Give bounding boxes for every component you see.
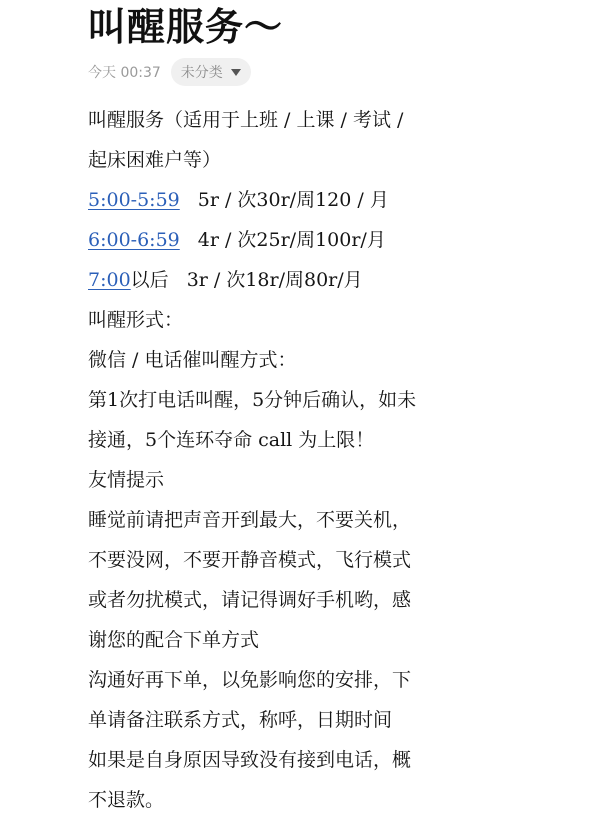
text-line: 起床困难户等）	[88, 149, 222, 171]
time-link[interactable]: 7:00	[88, 269, 131, 291]
time-link[interactable]: 5:00-5:59	[88, 189, 180, 211]
text-line: 或者勿扰模式，请记得调好手机哟，感	[88, 589, 412, 611]
price-row	[88, 260, 568, 300]
category-dropdown[interactable]	[171, 58, 251, 86]
text-line: 谢您的配合下单方式	[88, 629, 260, 651]
section-heading: 友情提示	[88, 469, 165, 491]
text-line: 不退款。	[88, 789, 165, 811]
note-body[interactable]	[88, 100, 568, 820]
note-meta	[88, 58, 251, 86]
text-line: 叫醒服务（适用于上班 / 上课 / 考试 /	[88, 109, 404, 131]
time-suffix: 以后	[130, 269, 169, 291]
text-line: 睡觉前请把声音开到最大，不要关机，	[88, 509, 412, 531]
category-label: 未分类	[180, 65, 223, 81]
text-line: 微信 / 电话催叫醒方式：	[88, 349, 297, 371]
text-line: 如果是自身原因导致没有接到电话，概	[88, 749, 412, 771]
time-link[interactable]: 6:00-6:59	[88, 229, 180, 251]
note-timestamp: 今天 00:37	[88, 65, 161, 81]
text-line: 接通，5个连环夺命 call 为上限！	[88, 429, 375, 451]
text-line: 第1次打电话叫醒，5分钟后确认，如未	[88, 389, 417, 411]
triangle-down-icon	[231, 69, 241, 76]
price-row	[88, 180, 568, 220]
text-line: 不要没网，不要开静音模式，飞行模式	[88, 549, 412, 571]
price-text: 4r / 次25r/周100r/月	[197, 229, 386, 251]
text-line: 单请备注联系方式，称呼，日期时间	[88, 709, 393, 731]
text-line: 沟通好再下单，以免影响您的安排，下	[88, 669, 412, 691]
section-heading: 叫醒形式：	[88, 309, 184, 331]
price-text: 3r / 次18r/周80r/月	[186, 269, 363, 291]
note-title: 叫醒服务～	[88, 5, 284, 49]
price-row	[88, 220, 568, 260]
price-text: 5r / 次30r/周120 / 月	[197, 189, 389, 211]
